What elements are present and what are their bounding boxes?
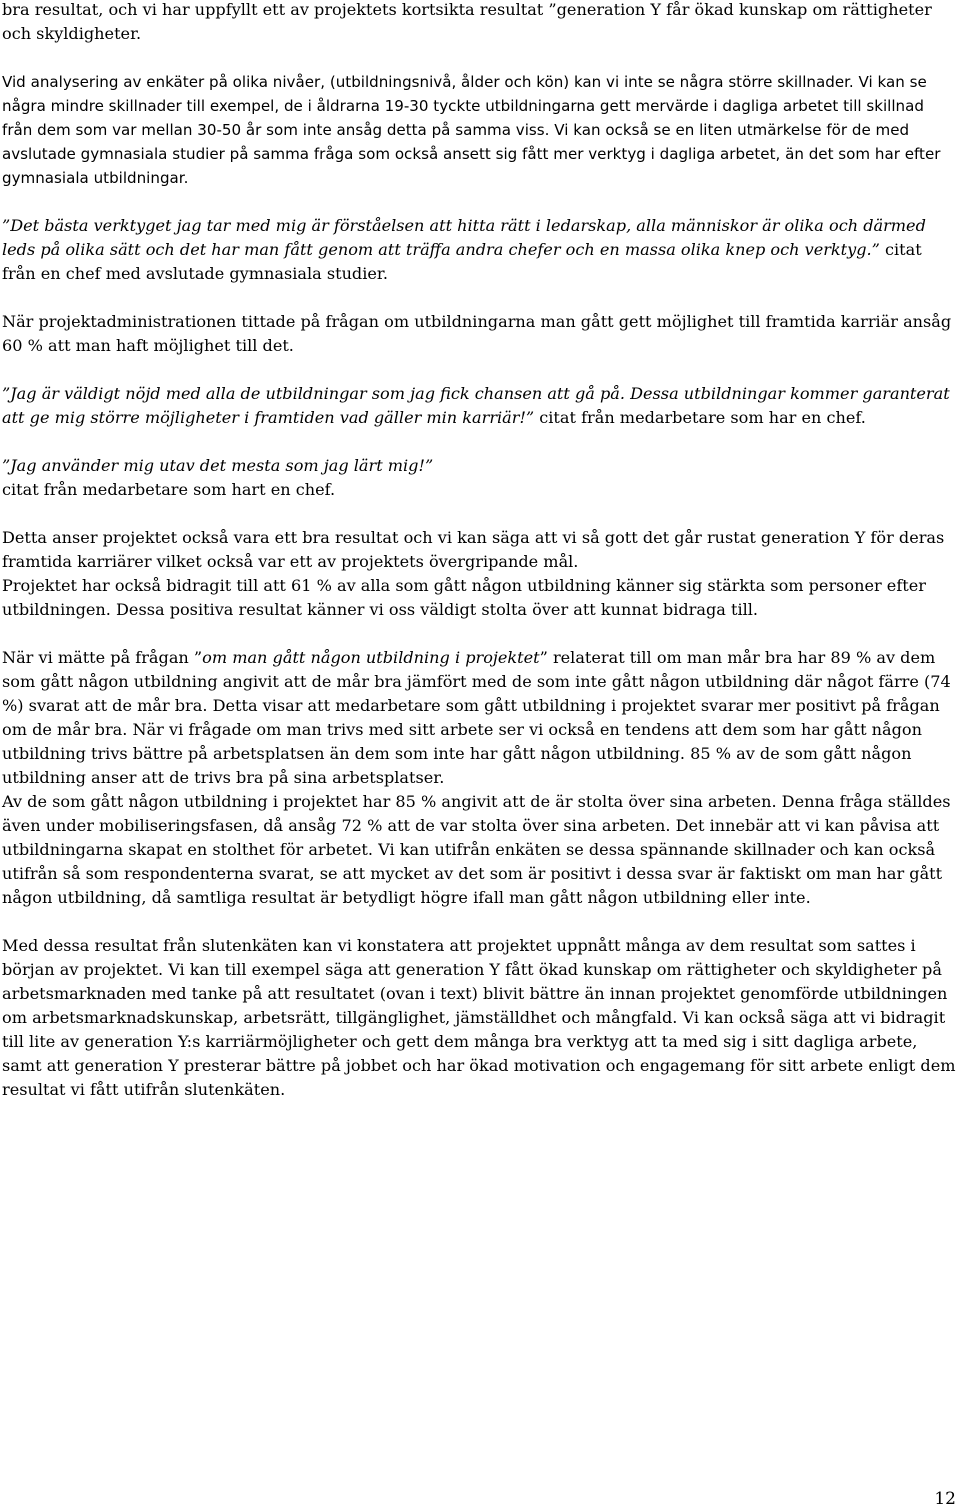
paragraph-result: Detta anser projektet också vara ett bra resultat och vi kan säga att vi så gott det går rustat generation Y för deras framtida karriärer vilket också var ett av projektets övergripande mål. <box>2 528 945 571</box>
quote-employee-2-attribution: citat från medarbetare som hart en chef. <box>2 480 336 499</box>
quote-employee-1-attribution: citat från medarbetare som har en chef. <box>534 408 866 427</box>
paragraph-wellbeing <box>2 646 957 790</box>
quote-leader-text: ”Det bästa verktyget jag tar med mig är förståelsen att hitta rätt i ledarskap, alla människor är olika och därmed leds på olika sätt och det har man fått genom att träffa andra chefer och en massa olika knep och verktyg.” <box>2 216 926 259</box>
wellbeing-question: om man gått någon utbildning i projektet <box>202 648 540 667</box>
quote-leader-attribution: citat från en chef med avslutade gymnasiala studier. <box>2 240 922 283</box>
page-number: 12 <box>934 1489 956 1509</box>
paragraph-conclusion: Med dessa resultat från slutenkäten kan vi konstatera att projektet uppnått många av dem resultat som sattes i början av projektet. Vi kan till exempel säga att generation Y fått ökad kunskap om rättigheter och skyldigheter på arbetsmarknaden med tanke på att resultatet (ovan i text) blivit bättre än innan projektet genomförde utbildningen om arbetsmarknadskunskap, arbetsrätt, tillgänglighet, jämställdhet och mångfald. Vi kan också säga att vi bidragit till lite av generation Y:s karriärmöjligheter och gett dem många bra verktyg att ta med sig i sitt dagliga arbete, samt att generation Y presterar bättre på jobbet och har ökad motivation och engagemang för sitt arbete enligt dem resultat vi fått utifrån slutenkäten. <box>2 936 956 1099</box>
paragraph-career: När projektadministrationen tittade på frågan om utbildningarna man gått gett möjlighet till framtida karriär ansåg 60 % att man haft möjlighet till det. <box>2 312 952 355</box>
paragraph-analysis <box>2 70 957 190</box>
wellbeing-start: När vi mätte på frågan ” <box>2 648 203 667</box>
quote-employee-2-text: ”Jag använder mig utav det mesta som jag lärt mig!” <box>2 456 434 475</box>
paragraph-strengthened: Projektet har också bidragit till att 61 % av alla som gått någon utbildning känner sig stärkta som personer efter utbildningen. Dessa positiva resultat känner vi oss väldigt stolta över att kunnat bidraga till. <box>2 576 926 619</box>
paragraph-intro: bra resultat, och vi har uppfyllt ett av projektets kortsikta resultat ”generation Y får ökad kunskap om rättigheter och skyldigheter. <box>2 0 932 43</box>
quote-employee-1 <box>2 382 957 430</box>
analysis-age: Vi kan se några mindre skillnader till exempel, de i åldrarna 19-30 tyckte utbildningarna gett mervärde i dagliga arbetet till skillnad från dem som var mellan 30-50 år som inte ansåg detta på samma viss. <box>2 73 927 139</box>
quote-employee-2 <box>2 454 957 502</box>
quote-leader <box>2 214 957 286</box>
wellbeing-rest: ” relaterat till om man mår bra har 89 % av dem som gått någon utbildning angivit att de mår bra jämfört med de som inte gått någon utbildning där något färre (74 %) svarat att de mår bra. Detta visar att medarbetare som gått utbildning i projektet svarar mer positivt på frågan om de mår bra. När vi frågade om man trivs med sitt arbete ser vi också en tendens att dem som har gått någon utbildning trivs bättre på arbetsplatsen än dem som inte har gått någon utbildning. 85 % av de som gått någon utbildning anser att de trivs bra på sina arbetsplatser. <box>2 648 951 787</box>
quote-employee-1-text: ”Jag är väldigt nöjd med alla de utbildningar som jag fick chansen att gå på. Dessa utbildningar kommer garanterat att ge mig större möjligheter i framtiden vad gäller min karriär!” <box>2 384 950 427</box>
analysis-education: Vi kan också se en liten utmärkelse för de med avslutade gymnasiala studier på samma fråga som också ansett sig fått mer verktyg i dagliga arbetet, än det som har efter gymnasiala utbildningar. <box>2 121 941 187</box>
body-text <box>2 0 957 1126</box>
analysis-lead: Vid analysering av enkäter på olika nivåer, (utbildningsnivå, ålder och kön) kan vi inte se några större skillnader. <box>2 73 854 91</box>
paragraph-pride: Av de som gått någon utbildning i projektet har 85 % angivit att de är stolta över sina arbeten. Denna fråga ställdes även under mobiliseringsfasen, då ansåg 72 % att de var stolta över sina arbeten. Det innebär att vi kan påvisa att utbildningarna skapat en stolthet för arbetet. Vi kan utifrån enkäten se dessa spännande skillnader och kan också utifrån så som respondenterna svarat, se att mycket av det som är positivt i dessa svar är faktiskt om man har gått någon utbildning, då samtliga resultat är betydligt högre ifall man gått någon utbildning eller inte. <box>2 792 951 907</box>
